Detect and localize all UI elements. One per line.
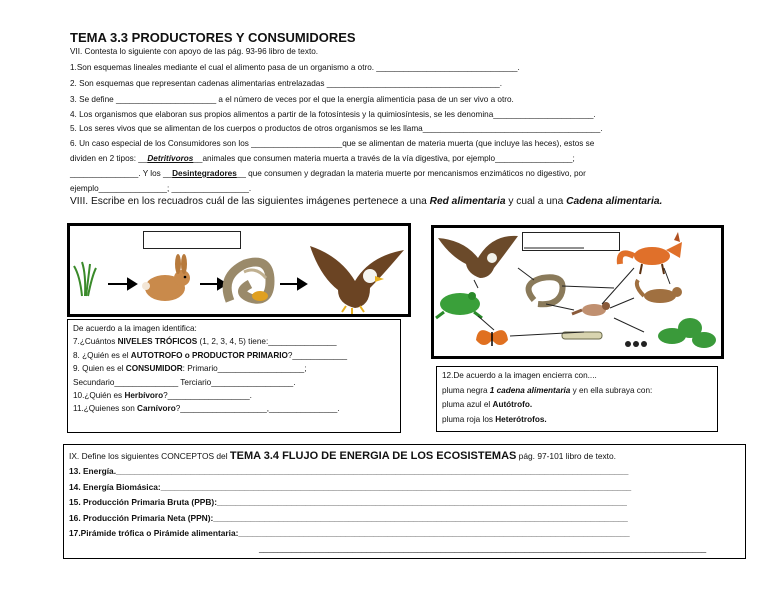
arrow-icon [200, 279, 226, 289]
right-question-text [442, 369, 652, 427]
section9-text [69, 449, 706, 557]
section9-box [63, 444, 746, 559]
left-questions-text [73, 322, 347, 416]
question-8: 8. ¿Quién es el AUTOTROFO o PRODUCTOR PRIMARIO?____________ [73, 350, 348, 360]
fox-icon [620, 232, 682, 274]
page-title: TEMA 3.3 PRODUCTORES Y CONSUMIDORES [70, 30, 356, 45]
arrow-icon [280, 279, 306, 289]
question-6-line3: _______________. Y los __Desintegradores__ que consumen y degradan la materia muerte por mencanismos enzimáticos no digestivo, por [70, 169, 586, 178]
question-2: 2. Son esquemas que representan cadenas alimentarias entrelazadas ______________________________________. [70, 79, 503, 88]
food-chain-image-box [67, 223, 411, 317]
question-6-line1: 6. Un caso especial de los Consumidores son los ____________________que se alimentan de materia muerta (que incluye las heces), estos se [70, 139, 595, 148]
question-11: 11.¿Quienes son Carnívoro?___________________,_______________. [73, 404, 340, 414]
definition-17: 17.Pirámide trófica o Pirámide alimentaria:____________________________________________________________________________________ [69, 528, 630, 539]
rabbit-icon [142, 254, 190, 301]
definition-13: 13. Energía.______________________________________________________________________________________________________________ [69, 466, 629, 477]
arrow-icon [108, 279, 136, 289]
section7-intro: VII. Contesta lo siguiente con apoyo de las pág. 93-96 libro de texto. [70, 47, 319, 56]
left-intro: De acuerdo a la imagen identifica: [73, 324, 197, 333]
question-12-black: pluma negra 1 cadena alimentaria y en ella subraya con: [442, 385, 653, 395]
question-10: 10.¿Quién es Herbívoro?__________________. [73, 391, 252, 401]
question-12-blue: pluma azul el Autótrofo. [442, 400, 533, 409]
right-question-box [436, 366, 718, 432]
question-1: 1.Son esquemas lineales mediante el cual el alimento pasa de un organismo a otro. _______________________________. [70, 63, 520, 72]
bird-icon [572, 302, 610, 316]
food-web-illustration [434, 228, 721, 356]
definition-16: 16. Producción Primaria Neta (PPN):_________________________________________________________________________________________ [69, 512, 628, 523]
chipmunk-icon [637, 280, 682, 303]
question-7: 7.¿Cuántos NIVELES TRÓFICOS (1, 2, 3, 4, 5) tiene:_______________ [73, 337, 337, 347]
question-5: 5. Los seres vivos que se alimentan de los cuerpos o productos de otros organismos se les llama_______________________________________. [70, 124, 603, 133]
eagle-icon [438, 236, 518, 278]
definition-14: 14. Energía Biomásica:_____________________________________________________________________________________________________ [69, 481, 632, 492]
section8-instruction: VIII. Escribe en los recuadros cuál de las siguientes imágenes pertenece a una Red alimentaria y cual a una Cadena alimentaria. [70, 196, 663, 207]
butterfly-icon [476, 330, 508, 346]
snake-icon [529, 277, 563, 304]
plant-icon [658, 318, 716, 348]
food-web-image-box [431, 225, 724, 359]
definition-17-extra-line: ________________________________________________________________________________________________ [259, 543, 707, 554]
question-4: 4. Los organismos que elaboran sus propios alimentos a partir de la fotosíntesis y la quimiosíntesis, se les denomina______________________. [70, 110, 596, 119]
eagle-icon [310, 246, 404, 314]
grass-icon [74, 262, 96, 296]
droppings-icon [625, 341, 647, 347]
question-6-line4: ejemplo_______________; _________________. [70, 184, 252, 193]
question-9-continued: Secundario______________ Terciario__________________. [73, 377, 296, 387]
question-12-red: pluma roja los Heterótrofos. [442, 414, 547, 424]
left-questions-box [67, 319, 401, 433]
frog-icon [436, 292, 482, 318]
definition-15: 15. Producción Primaria Bruta (PPB):________________________________________________________________________________________ [69, 497, 627, 508]
section9-heading: IX. Define los siguientes CONCEPTOS del TEMA 3.4 FLUJO DE ENERGIA DE LOS ECOSISTEMAS pág. 97-101 libro de texto. [69, 450, 616, 462]
question-12: 12.De acuerdo a la imagen encierra con.... [442, 371, 597, 380]
food-chain-illustration [70, 226, 408, 314]
question-6-line2: dividen en 2 tipos: __Detritívoros__animales que consumen materia muerta a través de la vía digestiva, por ejemplo_________________; [70, 154, 575, 163]
question-3: 3. Se define ______________________ a el número de veces por el que la energía alimenticia pasa de un ser vivo a otro. [70, 95, 514, 104]
question-9: 9. Quien es el CONSUMIDOR: Primario___________________; [73, 364, 307, 374]
snake-icon [227, 262, 270, 301]
